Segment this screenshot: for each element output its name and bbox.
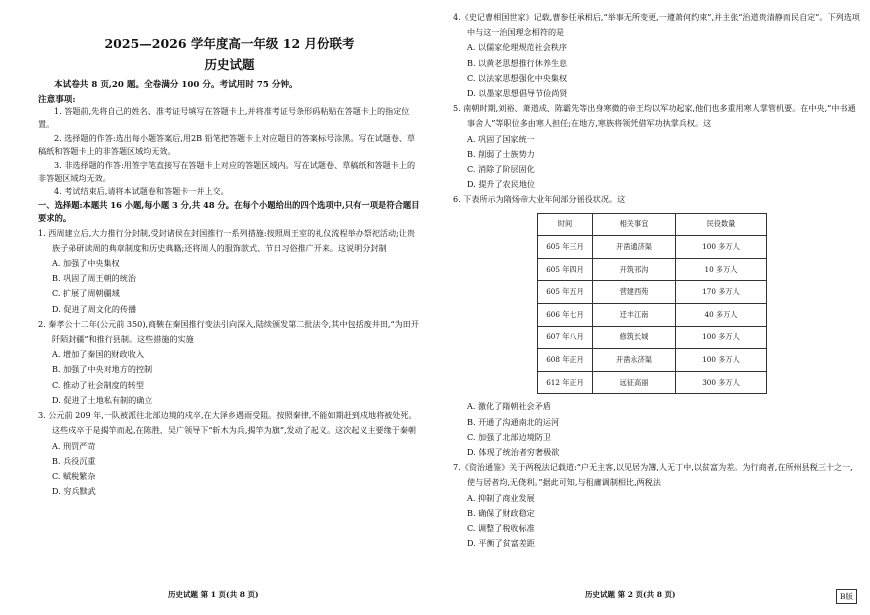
- option-b: B. 开通了沟通南北的运河: [467, 416, 560, 427]
- page-2-footer: 历史试题 第 2 页(共 8 页): [585, 590, 676, 599]
- option-d: D. 平衡了贫富差距: [467, 538, 536, 549]
- table-cell: 修筑长城: [593, 326, 676, 349]
- option-a: A. 加强了中央集权: [52, 258, 120, 269]
- table-cell: 开筑邗沟: [593, 258, 676, 281]
- question-stem: 2. 秦孝公十二年(公元前 350),商鞅在秦国推行变法引向深入,陆续颁发第二批法令,其中包括废井田,“为田开阡陌封疆”和推行县制。这些措施的实施: [38, 318, 419, 345]
- exam-meta: 本试卷共 8 页,20 题。全卷满分 100 分。考试用时 75 分钟。: [54, 80, 298, 90]
- option-a: A. 增加了秦国的财政收入: [52, 349, 144, 360]
- question-7: [453, 460, 860, 551]
- table-cell: 606 年七月: [538, 304, 593, 327]
- table-row: [538, 281, 767, 304]
- table-cell: 605 年三月: [538, 236, 593, 259]
- option-b: B. 以黄老思想推行休养生息: [467, 57, 568, 68]
- table-header-row: [538, 213, 767, 236]
- table-cell: 迁丰江南: [593, 304, 676, 327]
- option-c: C. 赋税繁杂: [52, 470, 96, 481]
- question-stem: 4.《史记曹相国世家》记载,曹参任承相后,“举事无所变更,一遵萧何约束”,并主张“治道贵清静而民自定”。下列选项中与这一治国理念相符的是: [453, 12, 860, 38]
- question-3: [38, 408, 421, 499]
- notice-1: 1. 答题前,先将自己的姓名、准考证号填写在答题卡上,并将准考证号条形码粘贴在答题卡上的指定位置。: [38, 106, 410, 130]
- table-cell: 开凿通济渠: [593, 236, 676, 259]
- table-cell: 608 年正月: [538, 349, 593, 372]
- question-4: [453, 10, 860, 101]
- option-c: C. 消除了阶层固化: [467, 164, 535, 175]
- notice-4: 4. 考试结束后,请将本试题卷和答题卡一并上交。: [54, 186, 229, 197]
- table-header: 时间: [538, 213, 593, 236]
- option-d: D. 体现了统治者穷奢极欲: [467, 447, 560, 457]
- option-a: A. 抑制了商业发展: [467, 492, 535, 503]
- table-cell: 远征高丽: [593, 371, 676, 394]
- notice-heading: 注意事项:: [38, 95, 76, 105]
- option-c: C. 扩展了周朝疆域: [52, 288, 120, 299]
- option-d: D. 促进了土地私有制的确立: [52, 394, 153, 405]
- question-stem: 7.《资治通鉴》关于两税法记载道:“户无主客,以见居为簿,人无丁中,以贫富为差。为行商者,在所州县税三十之一,使与居者均,无侥利。”据此可知,与租庸调制相比,两税法: [453, 462, 853, 488]
- table-row: [538, 326, 767, 349]
- question-1: [38, 226, 421, 317]
- option-b: B. 加强了中央对地方的控制: [52, 364, 153, 375]
- table-cell: 40 多万人: [676, 304, 767, 327]
- table-row: [538, 236, 767, 259]
- table-cell: 605 年五月: [538, 281, 593, 304]
- section-heading: 一、选择题:本题共 16 小题,每小题 3 分,共 48 分。在每个小题给出的四个选项中,只有一项是符合题目要求的。: [38, 199, 420, 224]
- notice-3: 3. 非选择题的作答:用签字笔直接写在答题卡上对应的答题区域内。写在试题卷、草稿纸和答题卡上的非答题区域均无效。: [38, 159, 416, 184]
- question-stem: 1. 西周建立后,大力推行分封制,受封诸侯在封国推行一系列措施:按照周王室的礼仪流程举办祭祀活动;让贵族子弟研读周的典章制度和历史典籍;还将周人的服饰款式、节日习俗推广开来。这说明分封制: [38, 227, 416, 253]
- option-a: A. 刑罚严苛: [52, 440, 96, 451]
- option-b: B. 削弱了士族势力: [467, 148, 535, 159]
- table-cell: 开凿永济渠: [593, 349, 676, 372]
- option-b: B. 巩固了周王朝的统治: [52, 273, 136, 284]
- exam-subject: 历史试题: [204, 57, 255, 72]
- table-cell: 100 多万人: [676, 349, 767, 372]
- question-6: [453, 192, 860, 460]
- table-header: 相关事宜: [593, 213, 676, 236]
- table-cell: 300 多万人: [676, 371, 767, 394]
- table-cell: 605 年四月: [538, 258, 593, 281]
- option-c: C. 加强了北部边境防卫: [467, 431, 551, 442]
- table-header: 民役数量: [676, 213, 767, 236]
- option-a: A. 激化了隋朝社会矛盾: [467, 401, 551, 412]
- option-b: B. 兵役沉重: [52, 455, 96, 466]
- version-badge: B版: [836, 589, 857, 604]
- table-cell: 100 多万人: [676, 236, 767, 259]
- table-cell: 10 多万人: [676, 258, 767, 281]
- option-c: C. 以法家思想强化中央集权: [467, 72, 568, 83]
- table-cell: 607 年八月: [538, 326, 593, 349]
- question-5: [453, 101, 860, 192]
- table-row: [538, 258, 767, 281]
- table-row: [538, 304, 767, 327]
- corvee-table: [537, 213, 767, 395]
- question-stem: 5. 南朝时期,刘裕、萧道成、陈霸先等出身寒微的帝王均以军功起家,他们也多重用寒人掌管机要。在中央,“中书通事舍人”等职位多由寒人担任;在地方,寒族将领凭借军功执掌兵权。这: [453, 103, 856, 129]
- question-stem: 3. 公元前 209 年,一队被派往北部边境的戍卒,在大泽乡遇雨受阻。按照秦律,不能如期赶到戍地将被处死。这些戍卒于是揭竿而起,在陈胜、吴广领导下“斩木为兵,揭竿为旗”,发动了起义。这次起义主要缘于秦朝: [38, 410, 417, 436]
- option-d: D. 提升了农民地位: [467, 179, 536, 190]
- option-d: D. 穷兵黩武: [52, 486, 96, 497]
- table-cell: 100 多万人: [676, 326, 767, 349]
- option-a: A. 巩固了国家统一: [467, 133, 535, 144]
- table-cell: 170 多万人: [676, 281, 767, 304]
- question-2: [38, 317, 421, 408]
- page-2: [435, 0, 870, 615]
- page-1-footer: 历史试题 第 1 页(共 8 页): [168, 590, 259, 599]
- table-cell: 612 年正月: [538, 371, 593, 394]
- option-d: D. 促进了周文化的传播: [52, 303, 137, 314]
- option-a: A. 以儒家伦理规范社会秩序: [467, 42, 568, 53]
- notice-2: 2. 选择题的作答:选出每小题答案后,用2B 铅笔把答题卡上对应题目的答案标号涂黑。写在试题卷、草稿纸和答题卡上的非答题区域均无效。: [38, 132, 416, 157]
- table-row: [538, 349, 767, 372]
- option-b: B. 确保了财政稳定: [467, 507, 535, 518]
- table-cell: 营建西苑: [593, 281, 676, 304]
- option-d: D. 以墨家思想倡导节俭尚贤: [467, 88, 568, 99]
- question-stem: 6. 下表所示为隋炀帝大业年间部分徭役状况。这: [453, 194, 626, 205]
- exam-title: 2025—2026 学年度高一年级 12 月份联考: [104, 36, 355, 51]
- table-row: [538, 371, 767, 394]
- option-c: C. 调整了税收标准: [467, 523, 535, 534]
- option-c: C. 推动了社会制度的转型: [52, 379, 144, 390]
